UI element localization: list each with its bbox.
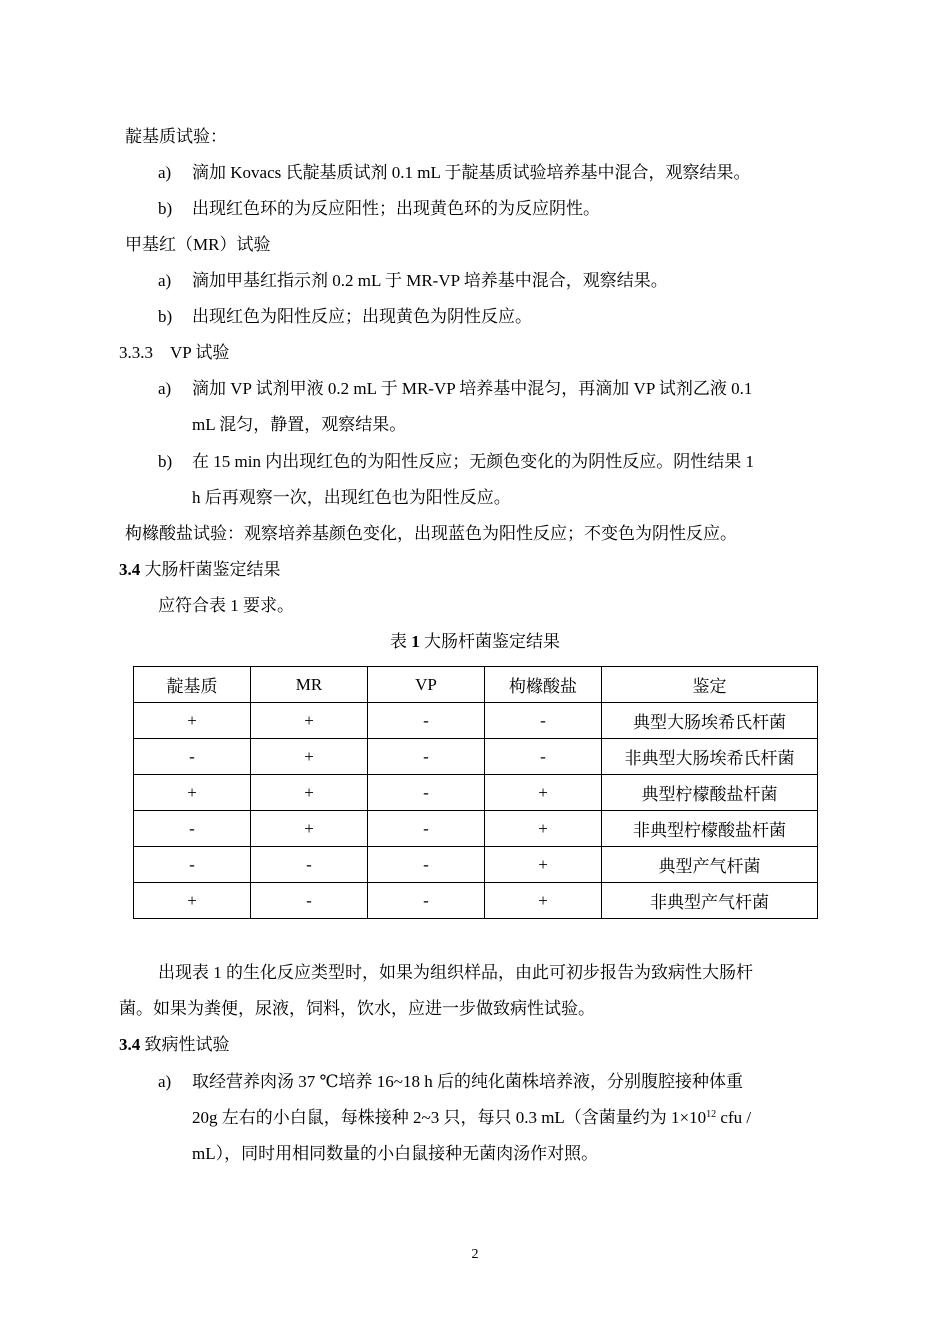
table-row (134, 703, 818, 739)
mr-item-b-text: 出现红色为阳性反应；出现黄色为阴性反应。 (192, 307, 532, 326)
section-identification-title: 大肠杆菌鉴定结果 (144, 560, 281, 579)
section-identification-number: 3.4 (119, 560, 141, 579)
vp-item-b-label: b) (158, 452, 173, 471)
table-cell: + (251, 739, 368, 775)
table-caption-prefix: 表 (390, 632, 407, 651)
table-cell: - (368, 847, 485, 883)
section-identification-heading (119, 558, 281, 582)
table-cell: + (485, 775, 602, 811)
table-caption-number: 1 (411, 632, 420, 651)
table-cell: + (485, 811, 602, 847)
pathogenicity-item-a-line1: 取经营养肉汤 37 ℃培养 16~18 h 后的纯化菌株培养液，分别腹腔接种体重 (192, 1072, 743, 1091)
vp-item-a-label: a) (158, 379, 172, 398)
page-number: 2 (471, 1247, 479, 1262)
table-cell: - (251, 847, 368, 883)
indole-item-a-text: 滴加 Kovacs 氏靛基质试剂 0.1 mL 于靛基质试验培养基中混合，观察结果。 (192, 163, 751, 182)
section-pathogenicity-number: 3.4 (119, 1035, 141, 1054)
table-cell: + (134, 703, 251, 739)
section-pathogenicity-heading (119, 1033, 230, 1057)
table-cell: 非典型柠檬酸盐杆菌 (602, 811, 818, 847)
pathogenicity-line2-exponent: 12 (706, 1109, 717, 1120)
mr-item-a-text: 滴加甲基红指示剂 0.2 mL 于 MR-VP 培养基中混合，观察结果。 (192, 271, 668, 290)
table-row (134, 811, 818, 847)
table-cell: + (251, 775, 368, 811)
table-cell: - (134, 811, 251, 847)
table-cell: + (134, 883, 251, 919)
table-cell: - (368, 703, 485, 739)
table-header: 靛基质 (134, 667, 251, 703)
conclusion-line2: 菌。如果为粪便，尿液，饲料，饮水，应进一步做致病性试验。 (119, 999, 595, 1018)
table-cell: 非典型大肠埃希氏杆菌 (602, 739, 818, 775)
pathogenicity-item-a-line3: mL），同时用相同数量的小白鼠接种无菌肉汤作对照。 (192, 1144, 599, 1163)
table-cell: + (251, 811, 368, 847)
pathogenicity-item-a-line2 (192, 1106, 751, 1130)
table-header: 鉴定 (602, 667, 818, 703)
table-cell: - (368, 811, 485, 847)
table-cell: + (485, 847, 602, 883)
vp-item-b-line2: h 后再观察一次，出现红色也为阳性反应。 (192, 488, 511, 507)
mr-item-a-label: a) (158, 271, 172, 290)
pathogenicity-line2-post: cfu / (716, 1108, 752, 1127)
table-row (134, 775, 818, 811)
table-caption-title: 大肠杆菌鉴定结果 (424, 632, 560, 651)
vp-heading: 3.3.3 VP 试验 (119, 343, 230, 362)
table-cell: - (134, 847, 251, 883)
table-cell: - (368, 739, 485, 775)
table-cell: 典型产气杆菌 (602, 847, 818, 883)
table-cell: - (485, 703, 602, 739)
table-row (134, 739, 818, 775)
section-pathogenicity-title: 致病性试验 (144, 1035, 230, 1054)
table-header: MR (251, 667, 368, 703)
table-header: 枸橼酸盐 (485, 667, 602, 703)
table-cell: - (251, 883, 368, 919)
indole-heading: 靛基质试验： (125, 127, 227, 146)
table-cell: - (368, 883, 485, 919)
vp-item-b-line1: 在 15 min 内出现红色的为阳性反应；无颜色变化的为阴性反应。阴性结果 1 (192, 452, 754, 471)
table-cell: - (134, 739, 251, 775)
identification-table (133, 666, 818, 919)
table-cell: 典型大肠埃希氏杆菌 (602, 703, 818, 739)
table-header-row (134, 667, 818, 703)
mr-heading: 甲基红（MR）试验 (125, 235, 271, 254)
vp-item-a-line1: 滴加 VP 试剂甲液 0.2 mL 于 MR-VP 培养基中混匀，再滴加 VP 试剂乙液 0.1 (192, 379, 753, 398)
mr-item-b-label: b) (158, 307, 173, 326)
pathogenicity-line2-pre: 20g 左右的小白鼠，每株接种 2~3 只，每只 0.3 mL（含菌量约为 1×10 (192, 1108, 707, 1127)
table-cell: + (251, 703, 368, 739)
table-cell: - (368, 775, 485, 811)
table-header: VP (368, 667, 485, 703)
table-cell: 非典型产气杆菌 (602, 883, 818, 919)
indole-item-b-text: 出现红色环的为反应阳性；出现黄色环的为反应阴性。 (192, 199, 600, 218)
pathogenicity-item-a-label: a) (158, 1072, 172, 1091)
table-row (134, 847, 818, 883)
table-row (134, 883, 818, 919)
indole-item-a-label: a) (158, 163, 172, 182)
table-caption (0, 630, 950, 654)
citrate-text: 枸橼酸盐试验：观察培养基颜色变化，出现蓝色为阳性反应；不变色为阴性反应。 (125, 524, 737, 543)
table-cell: - (485, 739, 602, 775)
vp-item-a-line2: mL 混匀，静置，观察结果。 (192, 415, 407, 434)
conclusion-line1: 出现表 1 的生化反应类型时，如果为组织样品，由此可初步报告为致病性大肠杆 (158, 963, 753, 982)
table-cell: + (485, 883, 602, 919)
indole-item-b-label: b) (158, 199, 173, 218)
section-identification-body: 应符合表 1 要求。 (158, 596, 294, 615)
table-cell: 典型柠檬酸盐杆菌 (602, 775, 818, 811)
table-cell: + (134, 775, 251, 811)
